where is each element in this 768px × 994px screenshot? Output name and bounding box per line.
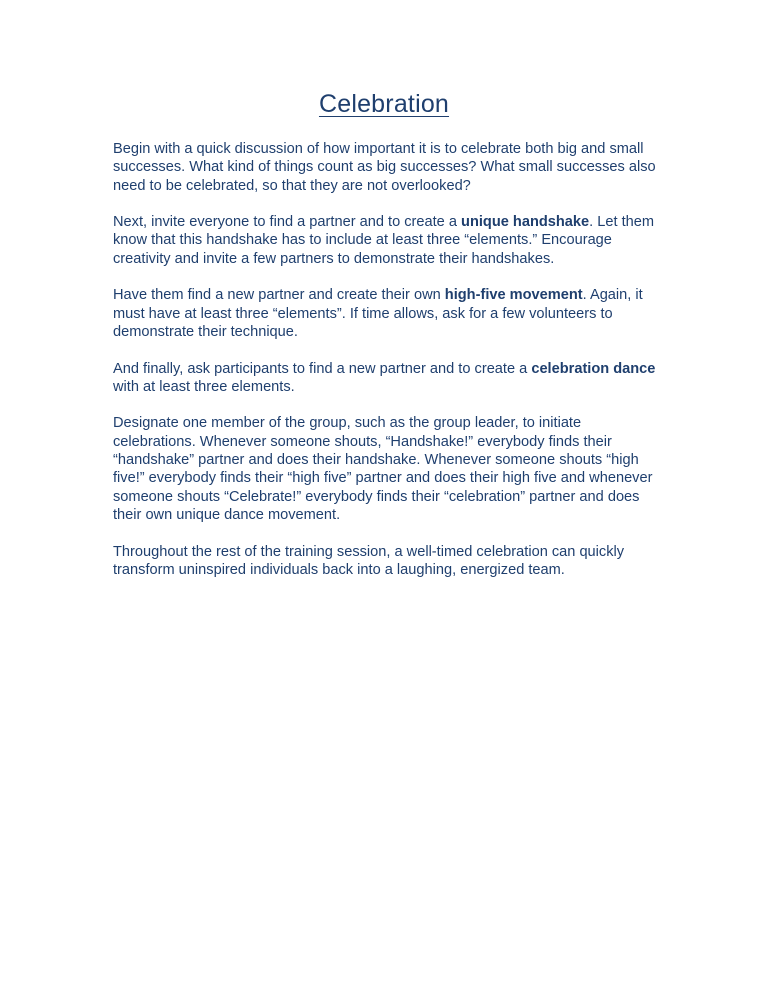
paragraph-text: . Let them know that this handshake has to include at least three “elements.” Encourage creativity and invite a few partners to demonstrate their handshakes. bbox=[113, 214, 655, 267]
paragraph-text: Next, invite everyone to find a partner and to create a bbox=[113, 214, 462, 231]
paragraph-high-five bbox=[113, 286, 658, 341]
bold-term-unique-handshake: unique handshake bbox=[461, 214, 590, 231]
paragraph-conclusion bbox=[113, 543, 658, 580]
paragraph-text: And finally, ask participants to find a new partner and to create a bbox=[113, 360, 532, 377]
document-body bbox=[113, 140, 658, 597]
paragraph-dance bbox=[113, 360, 658, 397]
paragraph-handshake bbox=[113, 213, 658, 268]
paragraph-designate bbox=[113, 414, 658, 524]
bold-term-celebration-dance: celebration dance bbox=[531, 360, 656, 377]
bold-term-high-five-movement: high-five movement bbox=[444, 287, 583, 304]
paragraph-text: Designate one member of the group, such as the group leader, to initiate celebrations. Whenever someone shouts, “Handshake!” everybody finds their “handshake” partner and does their handshake. Whenever someone shouts “high five!” everybody finds their “high five” partner and does their high five and whenever someone shouts “Celebrate!” everybody finds their “celebration” partner and does their own unique dance movement. bbox=[113, 415, 653, 523]
paragraph-text: Begin with a quick discussion of how important it is to celebrate both big and small successes. What kind of things count as big successes? What small successes also need to be celebrated, so that they are not overlooked? bbox=[113, 141, 656, 194]
paragraph-text: Have them find a new partner and create their own bbox=[113, 287, 445, 304]
paragraph-text: with at least three elements. bbox=[113, 378, 295, 395]
document-title: Celebration bbox=[318, 90, 450, 118]
paragraph-text: . Again, it must have at least three “elements”. If time allows, ask for a few volunteers to demonstrate their technique. bbox=[113, 287, 643, 340]
paragraph-intro bbox=[113, 140, 658, 195]
paragraph-text: Throughout the rest of the training session, a well-timed celebration can quickly transform uninspired individuals back into a laughing, energized team. bbox=[113, 543, 625, 578]
